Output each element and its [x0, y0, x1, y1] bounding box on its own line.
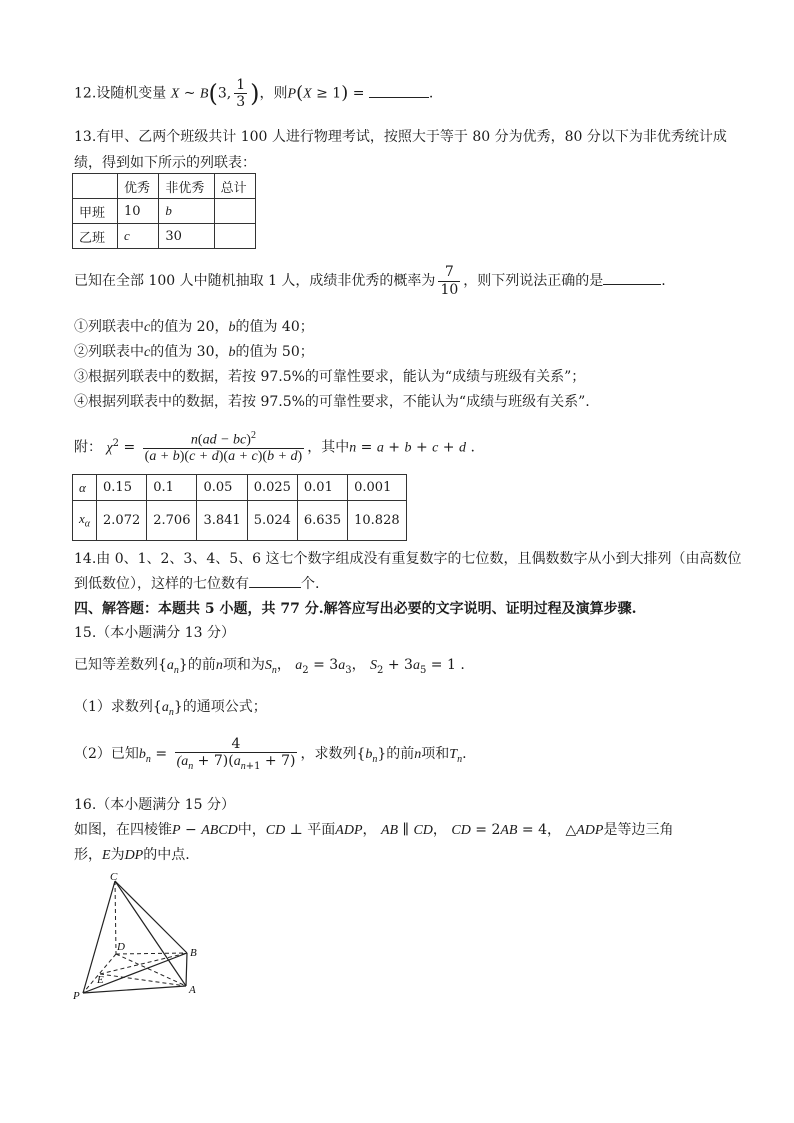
table-cell: c: [118, 224, 159, 249]
table-cell: 10.828: [348, 501, 407, 541]
probability-fraction: $\frac{7}{10}$: [440, 264, 459, 298]
table-cell: [73, 174, 118, 199]
table-cell: 10: [118, 199, 159, 224]
q14-line1: 14.由 0、1、2、3、4、5、6 这七个数字组成没有重复数字的七位数，且偶数数字从小到大排列（由高数位: [74, 551, 742, 567]
q16-header: 16.（本小题满分 15 分）: [74, 797, 235, 813]
q12-mid: ，则: [259, 85, 288, 102]
label-C: C: [110, 871, 118, 883]
q15-header: 15.（本小题满分 13 分）: [74, 625, 235, 641]
table-cell: 乙班: [73, 224, 118, 249]
q13-option-3: ③根据列联表中的数据，若按 97.5%的可靠性要求，能认为“成绩与班级有关系”；: [74, 369, 586, 385]
table-cell: 5.024: [247, 501, 297, 541]
table-cell: 0.01: [297, 475, 347, 501]
table-cell: 0.15: [97, 475, 147, 501]
table-cell: 0.001: [348, 475, 407, 501]
label-D: D: [117, 941, 125, 953]
q14-line2: 到低数位），这样的七位数有 个.: [74, 576, 320, 592]
q12-line: 12.设随机变量 X ~ B(3, $\frac{1}{3}$ )，则P(X ≥ 1) = .: [74, 77, 434, 111]
table-cell: 0.025: [247, 475, 297, 501]
q13-intro-line1: 13.有甲、乙两个班级共计 100 人进行物理考试，按照大于等于 80 分为优秀，80 分以下为非优秀统计成: [74, 129, 727, 145]
table-cell: 总计: [214, 174, 255, 199]
q14-answer-blank[interactable]: [249, 587, 301, 588]
edge-AB: [186, 953, 187, 986]
chi-square-formula: 附： $\chi^2$ = $\frac{n(ad - bc)^2}{(a + b)(c + d)(a + c)(b + d)}$ ，其中n = a + b + c + d .: [74, 429, 475, 465]
q12-label: 12.设随机变量: [74, 85, 167, 102]
label-B: B: [190, 947, 197, 959]
table-cell: 6.635: [297, 501, 347, 541]
table-cell: 优秀: [118, 174, 159, 199]
critical-value-table: [72, 474, 407, 541]
label-E: E: [97, 974, 104, 986]
table-row: [73, 475, 407, 501]
section4-title: 四、解答题：本题共 5 小题，共 77 分.解答应写出必要的文字说明、证明过程及演算步骤.: [74, 601, 637, 617]
table-cell: 3.841: [197, 501, 247, 541]
table-cell: [214, 199, 255, 224]
q13-answer-blank[interactable]: [603, 284, 661, 285]
edge-EA: [100, 974, 186, 986]
q13-option-1: ①列联表中c的值为 20，b的值为 40；: [74, 319, 314, 335]
q12-answer-blank[interactable]: [369, 97, 429, 98]
q15-part2: （2）已知$b_n$ = $\frac{4}{(a_n + 7)(a_{n+1} + 7)}$ ，求数列$\{b_n\}$的前n项和$T_n$.: [74, 735, 467, 772]
table-cell: 甲班: [73, 199, 118, 224]
q15-statement: 已知等差数列$\{a_n\}$的前n项和为$S_n$， $a_2 = 3a_3$， $S_2 + 3a_5 = 1$ .: [74, 657, 465, 676]
table-row: [73, 199, 256, 224]
table-cell: 0.05: [197, 475, 247, 501]
table-cell: 0.1: [147, 475, 197, 501]
table-cell: 2.072: [97, 501, 147, 541]
q12-formula: X: [170, 86, 180, 102]
table-cell: [214, 224, 255, 249]
pyramid-figure: [70, 868, 210, 1006]
edge-DB: [116, 953, 187, 954]
table-cell: 非优秀: [159, 174, 214, 199]
q13-option-4: ④根据列联表中的数据，若按 97.5%的可靠性要求，不能认为“成绩与班级有关系”.: [74, 394, 590, 410]
table-row: [73, 501, 407, 541]
q13-intro-line2: 绩，得到如下所示的列联表：: [74, 155, 256, 171]
table-cell: 30: [159, 224, 214, 249]
label-P: P: [73, 990, 80, 1002]
q16-line2: 形，E为DP的中点.: [74, 847, 190, 863]
q13-option-2: ②列联表中c的值为 30，b的值为 50；: [74, 344, 314, 360]
edge-CD: [115, 881, 116, 954]
q15-part1: （1）求数列$\{a_n\}$的通项公式；: [74, 699, 267, 718]
q16-line1: 如图，在四棱锥P − ABCD中，CD ⊥ 平面ADP， AB ∥ CD， CD = 2AB = 4， △ADP是等边三角: [74, 822, 674, 838]
table-cell: 2.706: [147, 501, 197, 541]
q13-condition: 已知在全部 100 人中随机抽取 1 人，成绩非优秀的概率为 $\frac{7}{10}$ ，则下列说法正确的是 .: [74, 264, 666, 298]
edge-CB: [115, 881, 187, 953]
edge-EB: [100, 953, 187, 974]
label-A: A: [189, 984, 196, 996]
table-row: [73, 174, 256, 199]
table-cell: b: [159, 199, 214, 224]
x-alpha-header: $x_\alpha$: [73, 501, 97, 541]
table-row: [73, 224, 256, 249]
q13-contingency-table: [72, 173, 256, 249]
alpha-header: α: [73, 475, 97, 501]
